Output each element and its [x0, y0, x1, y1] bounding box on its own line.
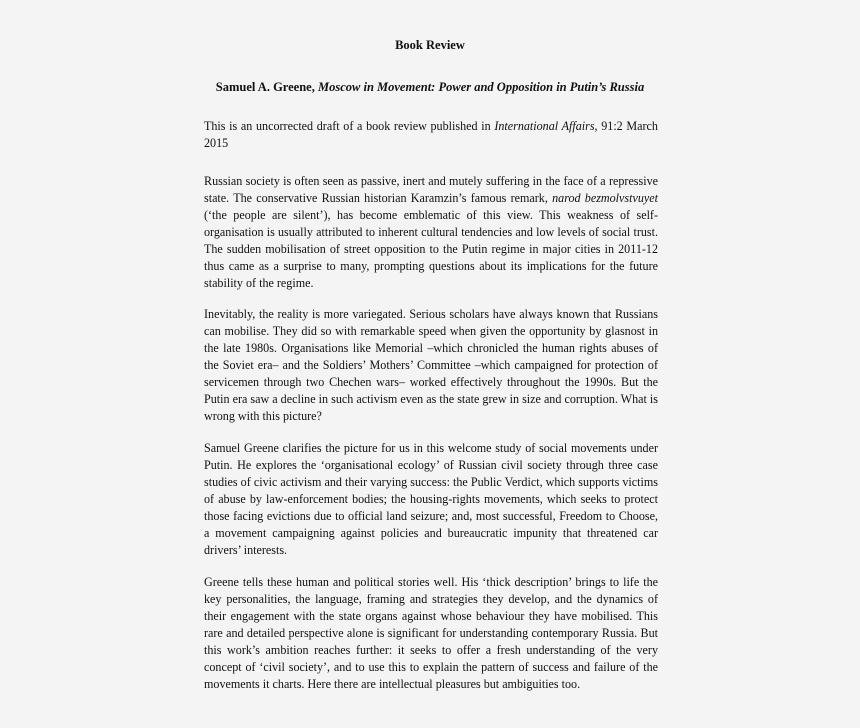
draft-note-text	[204, 118, 658, 152]
paragraph-2-text: Inevitably, the reality is more variegated. Serious scholars have always known that Russians can mobilise. They did so with remarkable speed when given the opportunity by glasnost in the late 1980s. Organisations like Memorial –which chronicled the human rights abuses of the Soviet era– and the Soldiers’ Mothers’ Committee –which campaigned for protection of servicemen through two Chechen wars– worked effectively throughout the 1990s. But the Putin era saw a decline in such activism even as the state grew in size and corruption. What is wrong with this picture?	[204, 307, 658, 423]
paragraph-1-before: Russian society is often seen as passive, inert and mutely suffering in the face of a repressive state. The conservative Russian historian Karamzin’s famous remark,	[204, 174, 658, 205]
paragraph-1	[204, 173, 658, 292]
paragraph-2	[204, 306, 658, 425]
draft-note	[204, 118, 658, 152]
draft-note-after: 91:2 March 2015	[204, 119, 658, 150]
paragraph-3-text: Samuel Greene clarifies the picture for us in this welcome study of social movements under Putin. He explores the ‘organisational ecology’ of Russian civil society through three case studies of civic activism and their varying success: the Public Verdict, which supports victims of abuse by law-enforcement bodies; the housing-rights movements, which seeks to protect those facing evictions due to official land seizure; and, most successful, Freedom to Choose, a movement campaigning against policies and bureaucratic impunity that threatened car drivers’ interests.	[204, 441, 658, 557]
paragraph-1-after: (‘the people are silent’), has become emblematic of this view. This weakness of self-organisation is usually attributed to inherent cultural tendencies and low levels of social trust. The sudden mobilisation of street opposition to the Putin regime in major cities in 2011-12 thus came as a surprise to many, prompting questions about its implications for the future stability of the regime.	[204, 208, 658, 290]
draft-note-before: This is an uncorrected draft of a book review published in	[204, 119, 495, 133]
page-heading: Book Review	[395, 38, 465, 52]
book-author: Samuel A. Greene,	[215, 80, 315, 94]
paragraph-3	[204, 440, 658, 559]
russian-phrase: narod bezmolvstvuyet	[552, 191, 658, 205]
paragraph-1-text	[204, 173, 658, 292]
journal-name: International Affairs,	[494, 119, 598, 133]
paragraph-4-text: Greene tells these human and political stories well. His ‘thick description’ brings to life the key personalities, the language, framing and strategies they develop, and the dynamics of their engagement with the state organs against whose behaviour they have mobilised. This rare and detailed perspective alone is significant for understanding contemporary Russia. But this work’s ambition reaches further: it seeks to offer a fresh understanding of the very concept of ‘civil society’, and to use this to explain the pattern of success and failure of the movements it charts. Here there are intellectual pleasures but ambiguities too.	[204, 575, 658, 691]
paragraph-4	[204, 574, 658, 693]
book-title: Moscow in Movement: Power and Opposition in Putin’s Russia	[317, 80, 645, 94]
book-citation	[0, 80, 860, 95]
